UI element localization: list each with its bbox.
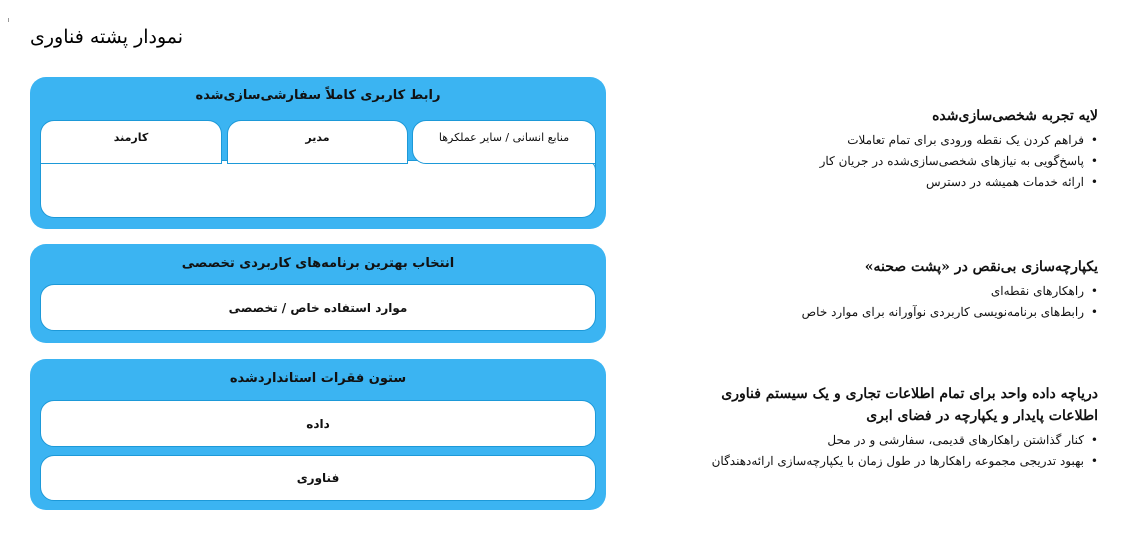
description-bullet: • رابط‌های برنامه‌نویسی کاربردی نوآورانه برای موارد خاص <box>638 302 1084 323</box>
description-backbone <box>628 383 1098 472</box>
apps-layer-title: انتخاب بهترین برنامه‌های کاربردی تخصصی <box>181 256 455 271</box>
description-experience-layer <box>638 105 1098 193</box>
description-bullet: • بهبود تدریجی مجموعه راهکارها در طول زمان با یکپارچه‌سازی ارائه‌دهندگان <box>628 451 1084 472</box>
description-integration <box>638 256 1098 323</box>
tab-manager[interactable]: مدیر <box>227 120 408 164</box>
ux-layer-panel <box>30 77 606 229</box>
description-heading: یکپارچه‌سازی بی‌نقص در «پشت صحنه» <box>864 259 1098 275</box>
apps-layer-panel <box>30 244 606 343</box>
tab-hr-others[interactable]: منابع انسانی / سایر عملکرها <box>412 120 596 164</box>
description-bullet: • ارائه خدمات همیشه در دسترس <box>638 172 1084 193</box>
page-title: نمودار پشته فناوری <box>30 26 184 48</box>
tab-employee[interactable]: کارمند <box>40 120 222 164</box>
description-heading: لایه تجربه شخصی‌سازی‌شده <box>932 108 1098 124</box>
technology-box: فناوری <box>40 455 596 501</box>
description-bullet: • کنار گذاشتن راهکارهای قدیمی، سفارشی و در محل <box>628 430 1084 451</box>
description-heading-line-2: اطلاعات پایدار و یکپارچه در فضای ابری <box>866 408 1098 424</box>
ux-layer-title: رابط کاربری کاملاً سفارشی‌سازی‌شده <box>195 88 441 103</box>
description-heading-line-1: دریاچه داده واحد برای تمام اطلاعات تجاری و یک سیستم فناوری <box>721 386 1098 402</box>
data-box: داده <box>40 400 596 447</box>
description-bullet: • فراهم کردن یک نقطه ورودی برای تمام تعاملات <box>638 130 1084 151</box>
backbone-layer-title: ستون فقرات استانداردشده <box>229 371 407 386</box>
backbone-layer-panel <box>30 359 606 510</box>
description-bullet: • پاسخ‌گویی به نیازهای شخصی‌سازی‌شده در جریان کار <box>638 151 1084 172</box>
specialized-use-cases-box: موارد استفاده خاص / تخصصی <box>40 284 596 331</box>
corner-mark <box>8 18 9 22</box>
description-bullet: • راهکارهای نقطه‌ای <box>638 281 1084 302</box>
